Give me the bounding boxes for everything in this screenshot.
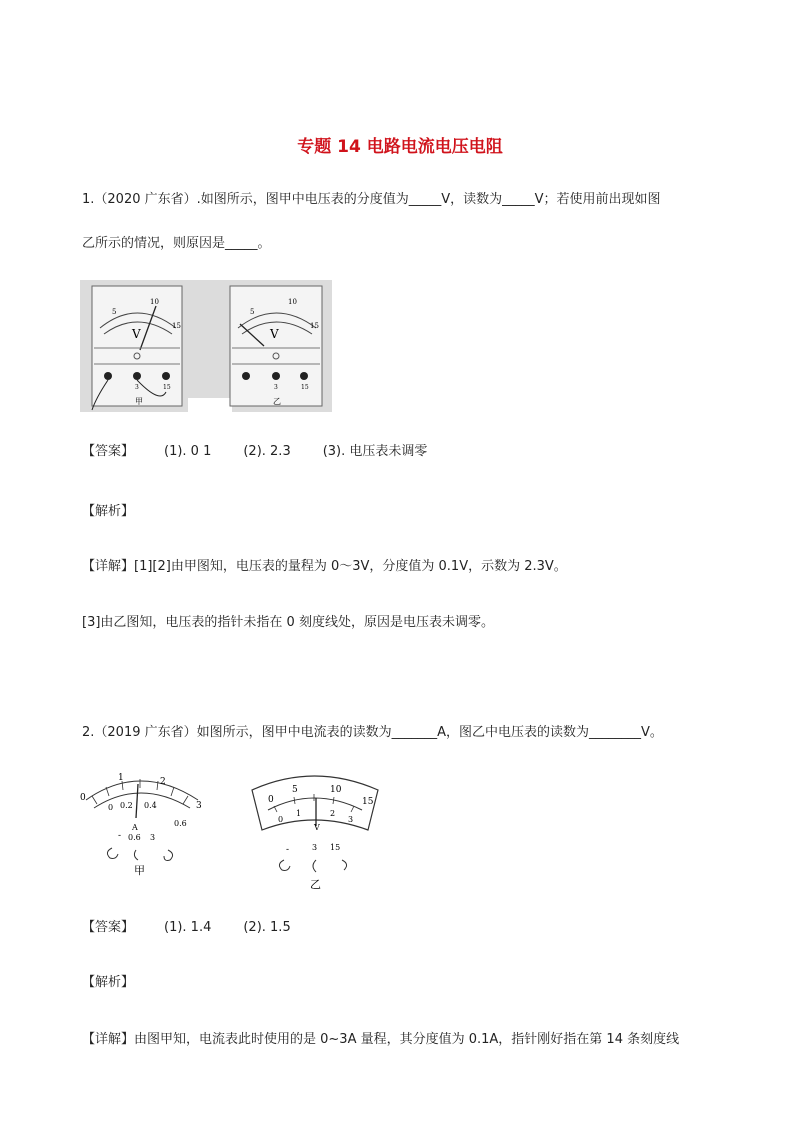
q1-right-caption: 乙 xyxy=(273,397,281,406)
q1-answer-tag: 【答案】 xyxy=(82,444,135,459)
q1-detail-2: [3]由乙图知，电压表的指针未指在 0 刻度线处，原因是电压表未调零。 xyxy=(82,615,494,630)
q2-analysis-tag: 【解析】 xyxy=(82,975,135,990)
q1-left-top-15: 15 xyxy=(172,322,181,330)
q1-analysis-tag: 【解析】 xyxy=(82,504,135,519)
q1-left-unit: V xyxy=(132,327,141,341)
q2-amm-top-3: 3 xyxy=(196,801,202,811)
q1-right-unit: V xyxy=(270,327,279,341)
q2-amm-top-2: 2 xyxy=(160,777,166,787)
page-title: 专题 14 电路电流电压电阻 xyxy=(297,137,503,157)
q2-volt-term-minus: - xyxy=(286,845,290,855)
q2-answer-row xyxy=(82,918,323,938)
q2-volt-term-15: 15 xyxy=(330,843,341,852)
q2-volt-bot-0: 0 xyxy=(278,815,284,824)
q1-right-top-10: 10 xyxy=(288,298,297,306)
q1-meter-left xyxy=(92,286,182,410)
q1-answer-3: (3). 电压表未调零 xyxy=(322,444,428,459)
q2-volt-bot-1: 1 xyxy=(296,809,302,818)
q2-volt-top-10: 10 xyxy=(330,785,342,795)
q1-left-caption: 甲 xyxy=(135,397,143,406)
q2-answer-tag: 【答案】 xyxy=(82,920,135,935)
q2-volt-unit: V xyxy=(314,823,320,832)
q2-detail-1: 【详解】由图甲知，电流表此时使用的是 0~3A 量程，其分度值为 0.1A，指针刚好指在第 14 条刻度线 xyxy=(82,1032,680,1047)
q1-left-term-3: 3 xyxy=(135,384,139,391)
q1-detail-1: 【详解】[1][2]由甲图知，电压表的量程为 0～3V，分度值为 0.1V，示数为 2.3V。 xyxy=(82,559,567,574)
q1-stem-line2: 乙所示的情况，则原因是_____。 xyxy=(82,236,271,251)
q1-left-top-10: 10 xyxy=(150,298,159,306)
q2-figure-voltmeter xyxy=(244,768,386,894)
q1-answer-row xyxy=(82,442,459,462)
q1-answer-1: (1). 0 1 xyxy=(164,444,212,459)
q2-amm-bot-02: 0.2 xyxy=(120,801,133,810)
q2-figure-ammeter xyxy=(78,768,208,880)
q1-right-term-15: 15 xyxy=(301,384,309,391)
q2-amm-top-0: 0 xyxy=(80,793,86,803)
q2-amm-caption: 甲 xyxy=(134,864,145,877)
q2-volt-top-15: 15 xyxy=(362,797,374,807)
q2-amm-term-minus: - xyxy=(118,831,122,841)
q2-amm-top-1: 1 xyxy=(118,773,124,783)
q2-volt-bot-3: 3 xyxy=(348,815,354,824)
q2-answer-2: (2). 1.5 xyxy=(243,920,291,935)
q1-right-top-15: 15 xyxy=(310,322,319,330)
q1-stem-line1: 1.（2020 广东省）.如图所示，图甲中电压表的分度值为_____V，读数为_____V；若使用前出现如图 xyxy=(82,192,661,207)
q2-volt-bot-2: 2 xyxy=(330,809,336,818)
q1-right-top-5: 5 xyxy=(250,308,255,316)
q1-answer-2: (2). 2.3 xyxy=(243,444,291,459)
q2-volt-caption: 乙 xyxy=(310,878,321,891)
q2-amm-term-3: 3 xyxy=(150,833,156,842)
q2-volt-term-3: 3 xyxy=(312,843,318,852)
q1-left-term-15: 15 xyxy=(163,384,171,391)
q2-amm-unit: A xyxy=(132,823,138,832)
q2-stem: 2.（2019 广东省）如图所示，图甲中电流表的读数为_______A，图乙中电压表的读数为________V。 xyxy=(82,725,663,740)
q2-volt-top-5: 5 xyxy=(292,785,298,795)
q2-volt-top-0: 0 xyxy=(268,795,274,805)
q2-amm-bot-0: 0 xyxy=(108,803,114,812)
q1-right-term-3: 3 xyxy=(274,384,278,391)
q1-figure xyxy=(80,280,332,412)
q2-amm-bot-06: 0.6 xyxy=(174,819,187,828)
q2-amm-bot-04: 0.4 xyxy=(144,801,157,810)
q2-amm-term-06: 0.6 xyxy=(128,833,141,842)
q1-left-top-5: 5 xyxy=(112,308,117,316)
q1-meter-right xyxy=(230,286,322,406)
q2-answer-1: (1). 1.4 xyxy=(164,920,212,935)
q2-amm-needle xyxy=(136,784,138,818)
